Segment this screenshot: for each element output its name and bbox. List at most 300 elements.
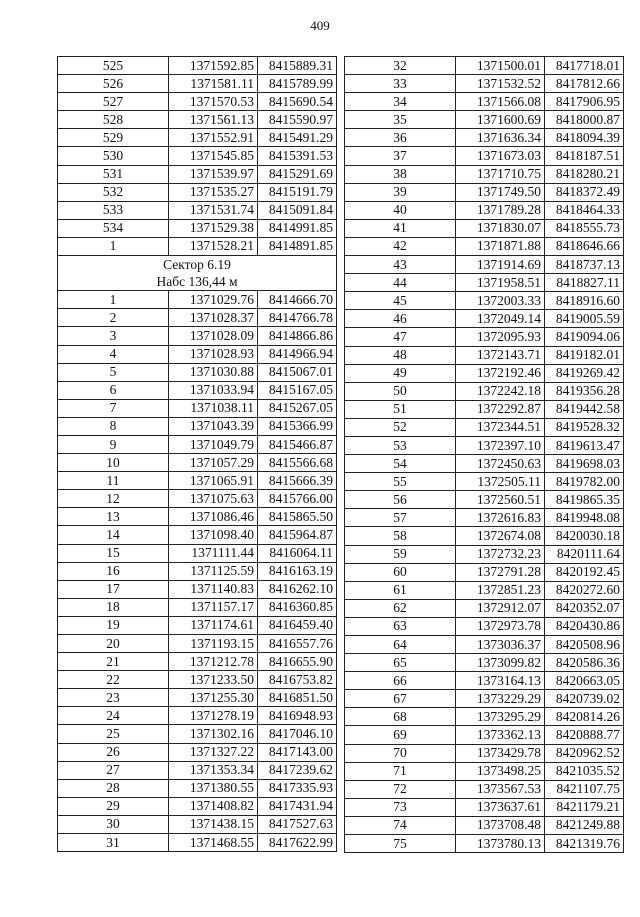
y-coordinate: 8421249.88 [545, 816, 624, 834]
y-coordinate: 8418280.21 [545, 165, 624, 183]
table-row [58, 57, 337, 75]
table-row [345, 436, 624, 454]
x-coordinate: 1371278.19 [169, 707, 258, 725]
point-number: 5 [58, 363, 169, 381]
table-row [58, 743, 337, 761]
y-coordinate: 8417143.00 [258, 743, 337, 761]
x-coordinate: 1371255.30 [169, 689, 258, 707]
x-coordinate: 1371174.61 [169, 616, 258, 634]
y-coordinate: 8420888.77 [545, 726, 624, 744]
table-row [345, 183, 624, 201]
point-number: 23 [58, 689, 169, 707]
table-row [345, 690, 624, 708]
y-coordinate: 8415191.79 [258, 183, 337, 201]
table-row [58, 201, 337, 219]
y-coordinate: 8415789.99 [258, 75, 337, 93]
point-number: 57 [345, 509, 456, 527]
point-number: 27 [58, 761, 169, 779]
table-row [58, 761, 337, 779]
table-row [58, 454, 337, 472]
x-coordinate: 1371111.44 [169, 544, 258, 562]
point-number: 28 [58, 779, 169, 797]
x-coordinate: 1371710.75 [456, 165, 545, 183]
table-row [58, 815, 337, 833]
x-coordinate: 1373362.13 [456, 726, 545, 744]
table-row [345, 256, 624, 274]
y-coordinate: 8415889.31 [258, 57, 337, 75]
point-number: 532 [58, 183, 169, 201]
point-number: 38 [345, 165, 456, 183]
point-number: 71 [345, 762, 456, 780]
y-coordinate: 8419094.06 [545, 328, 624, 346]
y-coordinate: 8415865.50 [258, 508, 337, 526]
point-number: 42 [345, 237, 456, 255]
point-number: 48 [345, 346, 456, 364]
point-number: 47 [345, 328, 456, 346]
y-coordinate: 8414666.70 [258, 291, 337, 309]
x-coordinate: 1371157.17 [169, 598, 258, 616]
table-row [345, 617, 624, 635]
point-number: 1 [58, 291, 169, 309]
y-coordinate: 8414991.85 [258, 219, 337, 237]
x-coordinate: 1371531.74 [169, 201, 258, 219]
x-coordinate: 1371789.28 [456, 201, 545, 219]
table-row [58, 580, 337, 598]
point-number: 62 [345, 599, 456, 617]
sector-header-row [58, 273, 337, 291]
point-number: 17 [58, 580, 169, 598]
table-row [345, 274, 624, 292]
x-coordinate: 1371038.11 [169, 399, 258, 417]
y-coordinate: 8418464.33 [545, 201, 624, 219]
table-row [345, 491, 624, 509]
x-coordinate: 1371065.91 [169, 472, 258, 490]
y-coordinate: 8419782.00 [545, 473, 624, 491]
table-row [58, 75, 337, 93]
point-number: 1 [58, 237, 169, 255]
y-coordinate: 8415366.99 [258, 417, 337, 435]
point-number: 2 [58, 309, 169, 327]
x-coordinate: 1371552.91 [169, 129, 258, 147]
y-coordinate: 8419269.42 [545, 364, 624, 382]
coordinates-table-left [57, 56, 337, 852]
table-row [345, 835, 624, 853]
point-number: 64 [345, 636, 456, 654]
point-number: 75 [345, 835, 456, 853]
y-coordinate: 8416557.76 [258, 635, 337, 653]
y-coordinate: 8420111.64 [545, 545, 624, 563]
table-row [58, 508, 337, 526]
point-number: 44 [345, 274, 456, 292]
table-row [345, 762, 624, 780]
table-row [345, 57, 624, 75]
y-coordinate: 8419698.03 [545, 455, 624, 473]
x-coordinate: 1372049.14 [456, 310, 545, 328]
y-coordinate: 8415267.05 [258, 399, 337, 417]
point-number: 19 [58, 616, 169, 634]
y-coordinate: 8416753.82 [258, 671, 337, 689]
table-row [58, 165, 337, 183]
table-row [58, 219, 337, 237]
point-number: 74 [345, 816, 456, 834]
table-row [345, 346, 624, 364]
x-coordinate: 1371636.34 [456, 129, 545, 147]
point-number: 30 [58, 815, 169, 833]
coordinates-table-right [344, 56, 624, 853]
y-coordinate: 8415766.00 [258, 490, 337, 508]
y-coordinate: 8420352.07 [545, 599, 624, 617]
point-number: 16 [58, 562, 169, 580]
y-coordinate: 8421107.75 [545, 780, 624, 798]
y-coordinate: 8416459.40 [258, 616, 337, 634]
y-coordinate: 8419865.35 [545, 491, 624, 509]
x-coordinate: 1373498.25 [456, 762, 545, 780]
point-number: 25 [58, 725, 169, 743]
x-coordinate: 1371086.46 [169, 508, 258, 526]
point-number: 21 [58, 653, 169, 671]
x-coordinate: 1371532.52 [456, 75, 545, 93]
point-number: 55 [345, 473, 456, 491]
point-number: 34 [345, 93, 456, 111]
x-coordinate: 1371528.21 [169, 237, 258, 255]
table-row [58, 653, 337, 671]
point-number: 531 [58, 165, 169, 183]
sector-subtitle: Набс 136,44 м [58, 273, 337, 291]
table-row [345, 545, 624, 563]
y-coordinate: 8418646.66 [545, 237, 624, 255]
table-row [58, 291, 337, 309]
point-number: 53 [345, 436, 456, 454]
point-number: 12 [58, 490, 169, 508]
point-number: 9 [58, 435, 169, 453]
point-number: 43 [345, 256, 456, 274]
table-row [58, 797, 337, 815]
table-row [345, 400, 624, 418]
point-number: 3 [58, 327, 169, 345]
x-coordinate: 1371539.97 [169, 165, 258, 183]
x-coordinate: 1371028.93 [169, 345, 258, 363]
point-number: 65 [345, 654, 456, 672]
point-number: 529 [58, 129, 169, 147]
table-row [58, 707, 337, 725]
point-number: 68 [345, 708, 456, 726]
y-coordinate: 8420192.45 [545, 563, 624, 581]
table-row [58, 435, 337, 453]
y-coordinate: 8420508.96 [545, 636, 624, 654]
table-row [58, 779, 337, 797]
table-row [345, 75, 624, 93]
x-coordinate: 1371380.55 [169, 779, 258, 797]
table-row [345, 129, 624, 147]
point-number: 22 [58, 671, 169, 689]
table-row [345, 780, 624, 798]
y-coordinate: 8418737.13 [545, 256, 624, 274]
point-number: 20 [58, 635, 169, 653]
x-coordinate: 1371581.11 [169, 75, 258, 93]
y-coordinate: 8419356.28 [545, 382, 624, 400]
x-coordinate: 1371600.69 [456, 111, 545, 129]
table-row [345, 382, 624, 400]
y-coordinate: 8416360.85 [258, 598, 337, 616]
x-coordinate: 1373036.37 [456, 636, 545, 654]
y-coordinate: 8418555.73 [545, 219, 624, 237]
y-coordinate: 8416851.50 [258, 689, 337, 707]
table-row [58, 635, 337, 653]
x-coordinate: 1371029.76 [169, 291, 258, 309]
table-row [345, 527, 624, 545]
point-number: 526 [58, 75, 169, 93]
y-coordinate: 8415666.39 [258, 472, 337, 490]
y-coordinate: 8415067.01 [258, 363, 337, 381]
point-number: 15 [58, 544, 169, 562]
x-coordinate: 1371500.01 [456, 57, 545, 75]
table-row [345, 654, 624, 672]
point-number: 525 [58, 57, 169, 75]
x-coordinate: 1372851.23 [456, 581, 545, 599]
table-row [345, 219, 624, 237]
x-coordinate: 1372192.46 [456, 364, 545, 382]
table-row [58, 147, 337, 165]
y-coordinate: 8415391.53 [258, 147, 337, 165]
x-coordinate: 1372616.83 [456, 509, 545, 527]
y-coordinate: 8415590.97 [258, 111, 337, 129]
y-coordinate: 8421319.76 [545, 835, 624, 853]
y-coordinate: 8417239.62 [258, 761, 337, 779]
x-coordinate: 1372912.07 [456, 599, 545, 617]
y-coordinate: 8416262.10 [258, 580, 337, 598]
x-coordinate: 1372674.08 [456, 527, 545, 545]
table-row [58, 417, 337, 435]
table-row [345, 798, 624, 816]
point-number: 10 [58, 454, 169, 472]
x-coordinate: 1371545.85 [169, 147, 258, 165]
table-row [58, 689, 337, 707]
point-number: 7 [58, 399, 169, 417]
x-coordinate: 1373099.82 [456, 654, 545, 672]
sector-title: Сектор 6.19 [58, 256, 337, 274]
y-coordinate: 8419948.08 [545, 509, 624, 527]
x-coordinate: 1371958.51 [456, 274, 545, 292]
point-number: 35 [345, 111, 456, 129]
point-number: 49 [345, 364, 456, 382]
y-coordinate: 8414766.78 [258, 309, 337, 327]
x-coordinate: 1373429.78 [456, 744, 545, 762]
x-coordinate: 1372344.51 [456, 418, 545, 436]
y-coordinate: 8421035.52 [545, 762, 624, 780]
x-coordinate: 1373295.29 [456, 708, 545, 726]
table-row [58, 399, 337, 417]
point-number: 61 [345, 581, 456, 599]
y-coordinate: 8420739.02 [545, 690, 624, 708]
point-number: 54 [345, 455, 456, 473]
point-number: 39 [345, 183, 456, 201]
y-coordinate: 8417812.66 [545, 75, 624, 93]
y-coordinate: 8420586.36 [545, 654, 624, 672]
x-coordinate: 1371049.79 [169, 435, 258, 453]
table-row [345, 310, 624, 328]
table-row [58, 111, 337, 129]
point-number: 41 [345, 219, 456, 237]
x-coordinate: 1371561.13 [169, 111, 258, 129]
x-coordinate: 1373229.29 [456, 690, 545, 708]
point-number: 4 [58, 345, 169, 363]
table-row [345, 328, 624, 346]
y-coordinate: 8415964.87 [258, 526, 337, 544]
x-coordinate: 1371749.50 [456, 183, 545, 201]
x-coordinate: 1371043.39 [169, 417, 258, 435]
table-row [345, 147, 624, 165]
table-row [345, 237, 624, 255]
table-row [58, 598, 337, 616]
y-coordinate: 8421179.21 [545, 798, 624, 816]
table-row [58, 237, 337, 255]
point-number: 26 [58, 743, 169, 761]
y-coordinate: 8419528.32 [545, 418, 624, 436]
table-row [58, 472, 337, 490]
point-number: 60 [345, 563, 456, 581]
y-coordinate: 8414966.94 [258, 345, 337, 363]
table-row [345, 636, 624, 654]
point-number: 67 [345, 690, 456, 708]
point-number: 533 [58, 201, 169, 219]
page-number: 409 [310, 18, 330, 33]
table-row [58, 381, 337, 399]
table-row [58, 183, 337, 201]
point-number: 13 [58, 508, 169, 526]
point-number: 24 [58, 707, 169, 725]
x-coordinate: 1371140.83 [169, 580, 258, 598]
x-coordinate: 1371302.16 [169, 725, 258, 743]
y-coordinate: 8417622.99 [258, 834, 337, 852]
table-row [58, 309, 337, 327]
point-number: 63 [345, 617, 456, 635]
x-coordinate: 1372732.23 [456, 545, 545, 563]
x-coordinate: 1371028.09 [169, 327, 258, 345]
y-coordinate: 8417431.94 [258, 797, 337, 815]
point-number: 36 [345, 129, 456, 147]
y-coordinate: 8415091.84 [258, 201, 337, 219]
x-coordinate: 1371030.88 [169, 363, 258, 381]
table-row [58, 526, 337, 544]
point-number: 6 [58, 381, 169, 399]
y-coordinate: 8418094.39 [545, 129, 624, 147]
x-coordinate: 1371353.34 [169, 761, 258, 779]
point-number: 45 [345, 292, 456, 310]
y-coordinate: 8418187.51 [545, 147, 624, 165]
x-coordinate: 1372003.33 [456, 292, 545, 310]
y-coordinate: 8417718.01 [545, 57, 624, 75]
y-coordinate: 8420430.86 [545, 617, 624, 635]
x-coordinate: 1372143.71 [456, 346, 545, 364]
x-coordinate: 1372397.10 [456, 436, 545, 454]
table-row [58, 562, 337, 580]
table-row [345, 455, 624, 473]
x-coordinate: 1371830.07 [456, 219, 545, 237]
x-coordinate: 1371529.38 [169, 219, 258, 237]
point-number: 31 [58, 834, 169, 852]
point-number: 52 [345, 418, 456, 436]
y-coordinate: 8415167.05 [258, 381, 337, 399]
point-number: 50 [345, 382, 456, 400]
table-row [345, 93, 624, 111]
table-row [345, 418, 624, 436]
y-coordinate: 8415491.29 [258, 129, 337, 147]
point-number: 527 [58, 93, 169, 111]
y-coordinate: 8420272.60 [545, 581, 624, 599]
y-coordinate: 8417527.63 [258, 815, 337, 833]
x-coordinate: 1371468.55 [169, 834, 258, 852]
point-number: 73 [345, 798, 456, 816]
x-coordinate: 1371438.15 [169, 815, 258, 833]
y-coordinate: 8416163.19 [258, 562, 337, 580]
x-coordinate: 1371535.27 [169, 183, 258, 201]
x-coordinate: 1371408.82 [169, 797, 258, 815]
point-number: 534 [58, 219, 169, 237]
point-number: 29 [58, 797, 169, 815]
point-number: 32 [345, 57, 456, 75]
x-coordinate: 1372242.18 [456, 382, 545, 400]
y-coordinate: 8415690.54 [258, 93, 337, 111]
table-row [345, 165, 624, 183]
y-coordinate: 8420962.52 [545, 744, 624, 762]
x-coordinate: 1373637.61 [456, 798, 545, 816]
table-row [58, 671, 337, 689]
table-row [58, 725, 337, 743]
y-coordinate: 8417906.95 [545, 93, 624, 111]
y-coordinate: 8415466.87 [258, 435, 337, 453]
point-number: 18 [58, 598, 169, 616]
x-coordinate: 1372292.87 [456, 400, 545, 418]
table-row [345, 816, 624, 834]
y-coordinate: 8420663.05 [545, 672, 624, 690]
table-row [345, 473, 624, 491]
point-number: 14 [58, 526, 169, 544]
x-coordinate: 1371098.40 [169, 526, 258, 544]
point-number: 11 [58, 472, 169, 490]
point-number: 8 [58, 417, 169, 435]
point-number: 51 [345, 400, 456, 418]
point-number: 66 [345, 672, 456, 690]
table-row [345, 201, 624, 219]
x-coordinate: 1372973.78 [456, 617, 545, 635]
table-row [345, 708, 624, 726]
y-coordinate: 8419442.58 [545, 400, 624, 418]
y-coordinate: 8420030.18 [545, 527, 624, 545]
y-coordinate: 8418916.60 [545, 292, 624, 310]
x-coordinate: 1373567.53 [456, 780, 545, 798]
table-row [345, 364, 624, 382]
point-number: 70 [345, 744, 456, 762]
y-coordinate: 8415566.68 [258, 454, 337, 472]
y-coordinate: 8419613.47 [545, 436, 624, 454]
table-row [345, 509, 624, 527]
y-coordinate: 8418372.49 [545, 183, 624, 201]
y-coordinate: 8418827.11 [545, 274, 624, 292]
table-row [345, 672, 624, 690]
x-coordinate: 1372450.63 [456, 455, 545, 473]
table-row [345, 292, 624, 310]
table-row [58, 345, 337, 363]
point-number: 33 [345, 75, 456, 93]
table-row [345, 563, 624, 581]
point-number: 58 [345, 527, 456, 545]
y-coordinate: 8417046.10 [258, 725, 337, 743]
point-number: 528 [58, 111, 169, 129]
table-row [58, 93, 337, 111]
x-coordinate: 1371125.59 [169, 562, 258, 580]
y-coordinate: 8419005.59 [545, 310, 624, 328]
x-coordinate: 1371673.03 [456, 147, 545, 165]
